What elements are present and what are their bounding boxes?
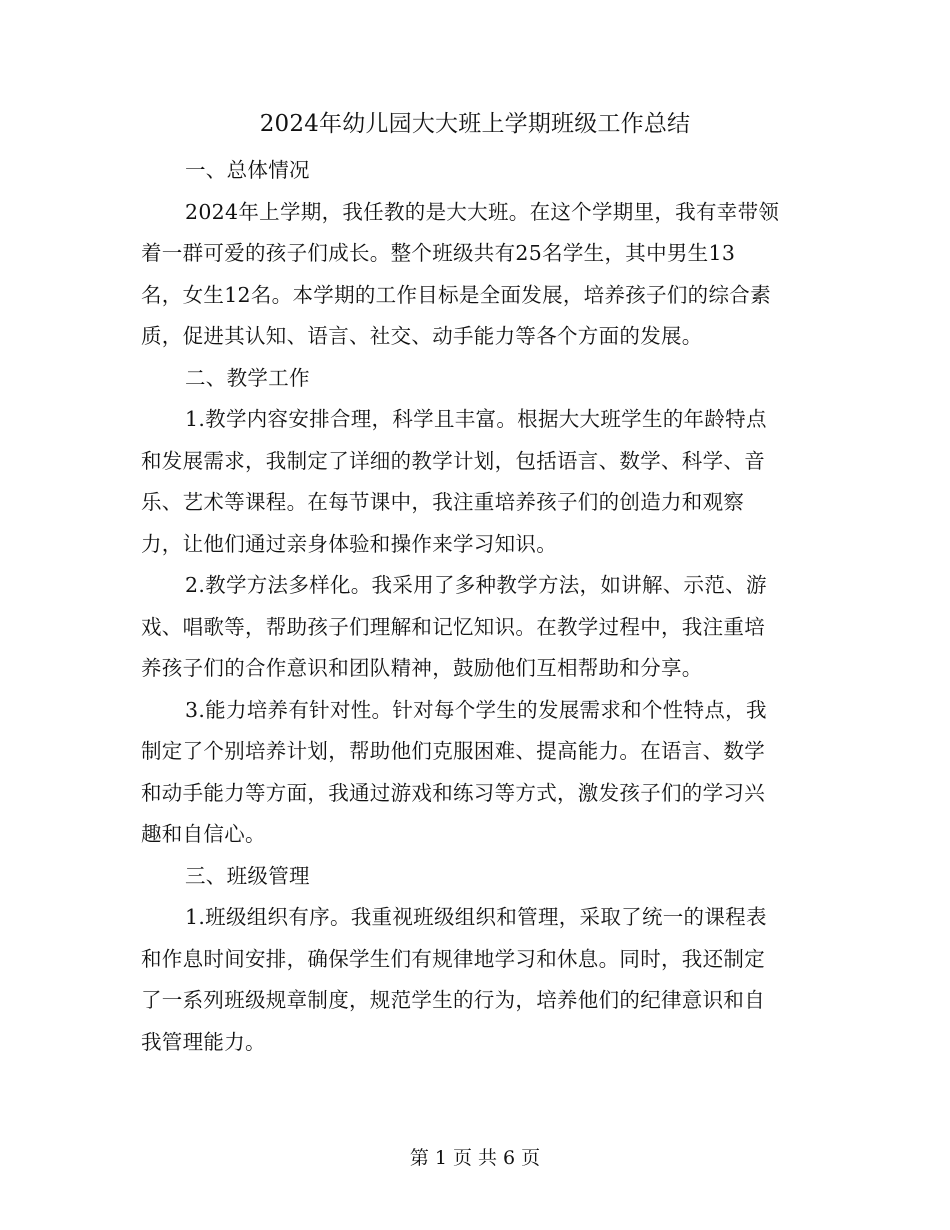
page-footer: 第 1 页 共 6 页 bbox=[409, 1147, 541, 1169]
text-line: 我管理能力。 bbox=[141, 1029, 266, 1054]
text-line: 趣和自信心。 bbox=[141, 822, 266, 846]
text-line: 和发展需求，我制定了详细的教学计划，包括语言、数学、科学、音 bbox=[141, 448, 765, 473]
text-line: 戏、唱歌等，帮助孩子们理解和记忆知识。在教学过程中，我注重培 bbox=[141, 614, 765, 639]
document-body bbox=[141, 150, 803, 1063]
text-line: 2.教学方法多样化。我采用了多种教学方法，如讲解、示范、游 bbox=[185, 573, 767, 597]
text-line: 名，女生12名。本学期的工作目标是全面发展，培养孩子们的综合素 bbox=[141, 282, 771, 307]
text-line: 了一系列班级规章制度，规范学生的行为，培养他们的纪律意识和自 bbox=[141, 988, 765, 1012]
text-line: 二、教学工作 bbox=[185, 365, 310, 390]
text-line: 质，促进其认知、语言、社交、动手能力等各个方面的发展。 bbox=[141, 324, 703, 348]
text-line: 1.教学内容安排合理，科学且丰富。根据大大班学生的年龄特点 bbox=[185, 407, 767, 431]
text-line: 1.班级组织有序。我重视班级组织和管理，采取了统一的课程表 bbox=[185, 905, 767, 929]
text-line: 力，让他们通过亲身体验和操作来学习知识。 bbox=[141, 531, 557, 556]
text-line: 制定了个别培养计划，帮助他们克服困难、提高能力。在语言、数学 bbox=[141, 739, 765, 763]
text-line: 2024年上学期，我任教的是大大班。在这个学期里，我有幸带领 bbox=[185, 199, 780, 224]
text-line: 3.能力培养有针对性。针对每个学生的发展需求和个性特点，我 bbox=[185, 697, 767, 722]
text-line: 和动手能力等方面，我通过游戏和练习等方式，激发孩子们的学习兴 bbox=[141, 780, 765, 805]
document-title: 2024年幼儿园大大班上学期班级工作总结 bbox=[259, 111, 691, 137]
text-line: 和作息时间安排，确保学生们有规律地学习和休息。同时，我还制定 bbox=[141, 946, 765, 971]
text-line: 三、班级管理 bbox=[185, 863, 310, 888]
text-line: 着一群可爱的孩子们成长。整个班级共有25名学生，其中男生13 bbox=[141, 241, 736, 265]
text-line: 一、总体情况 bbox=[185, 158, 310, 182]
text-line: 乐、艺术等课程。在每节课中，我注重培养孩子们的创造力和观察 bbox=[141, 490, 745, 514]
text-line: 养孩子们的合作意识和团队精神，鼓励他们互相帮助和分享。 bbox=[141, 656, 703, 680]
